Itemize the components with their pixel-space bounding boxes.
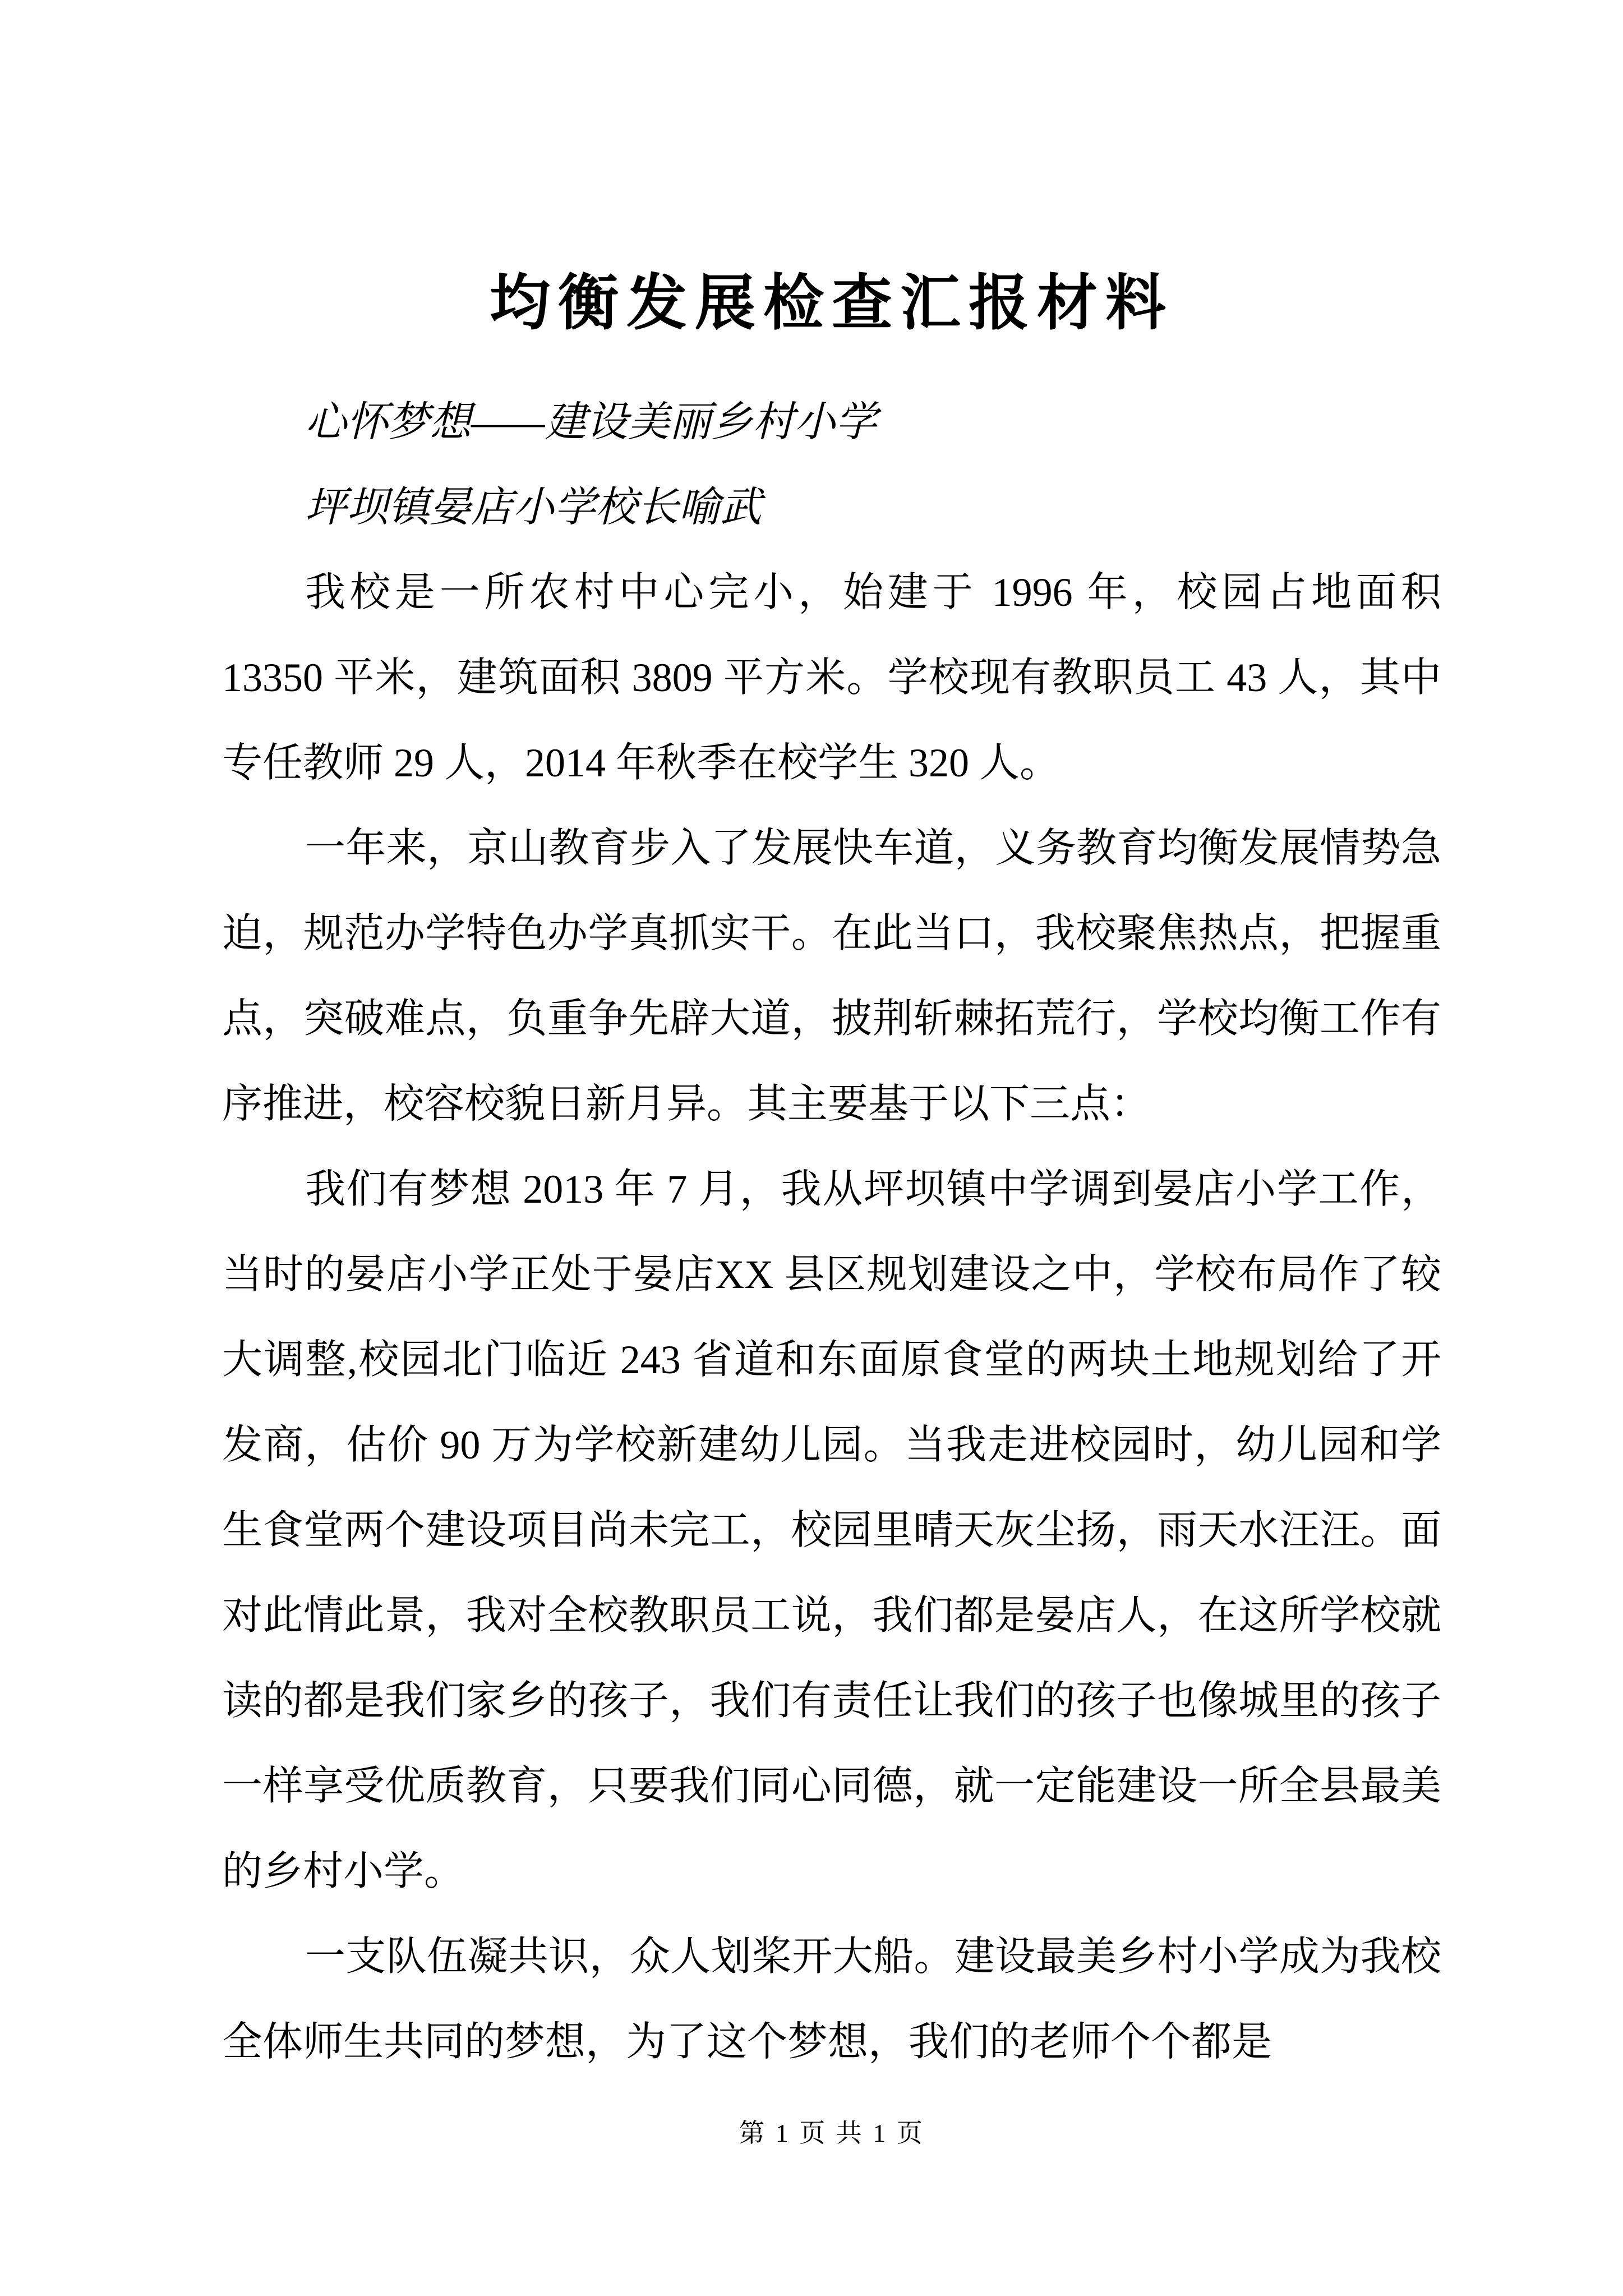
page-number-footer: 第 1 页 共 1 页 (739, 2119, 925, 2147)
document-subtitle: 心怀梦想——建设美丽乡村小学 (305, 399, 877, 445)
paragraph-3: 我们有梦想 2013 年 7 月，我从坪坝镇中学调到晏店小学工作，当时的晏店小学正处于晏店XX 县区规划建设之中，学校布局作了较大调整,校园北门临近 243 省道和东面原食堂的两块土地规划给了开发商，估价 90 万为学校新建幼儿园。当我走进校园时，幼儿园和学生食堂两个建设项目尚未完工，校园里晴天灰尘扬，雨天水汪汪。面对此情此景，我对全校教职员工说，我们都是晏店人，在这所学校就读的都是我们家乡的孩子，我们有责任让我们的孩子也像城里的孩子一样享受优质教育，只要我们同心同德，就一定能建设一所全县最美的乡村小学。 (222, 1167, 1441, 1894)
paragraph-2: 一年来，京山教育步入了发展快车道，义务教育均衡发展情势急迫，规范办学特色办学真抓实干。在此当口，我校聚焦热点，把握重点，突破难点，负重争先辟大道，披荆斩棘拓荒行，学校均衡工作有序推进，校容校貌日新月异。其主要基于以下三点： (222, 826, 1441, 1126)
document-body (222, 550, 1441, 2085)
paragraph-1: 我校是一所农村中心完小，始建于 1996 年，校园占地面积 13350 平米，建筑面积 3809 平方米。学校现有教职员工 43 人，其中专任教师 29 人，2014 年秋季在校学生 320 人。 (222, 570, 1441, 785)
document-author-line: 坪坝镇晏店小学校长喻武 (305, 485, 762, 531)
document-title: 均衡发展检查汇报材料 (489, 270, 1174, 337)
paragraph-4: 一支队伍凝共识，众人划桨开大船。建设最美乡村小学成为我校全体师生共同的梦想，为了这个梦想，我们的老师个个都是 (222, 1934, 1441, 2064)
